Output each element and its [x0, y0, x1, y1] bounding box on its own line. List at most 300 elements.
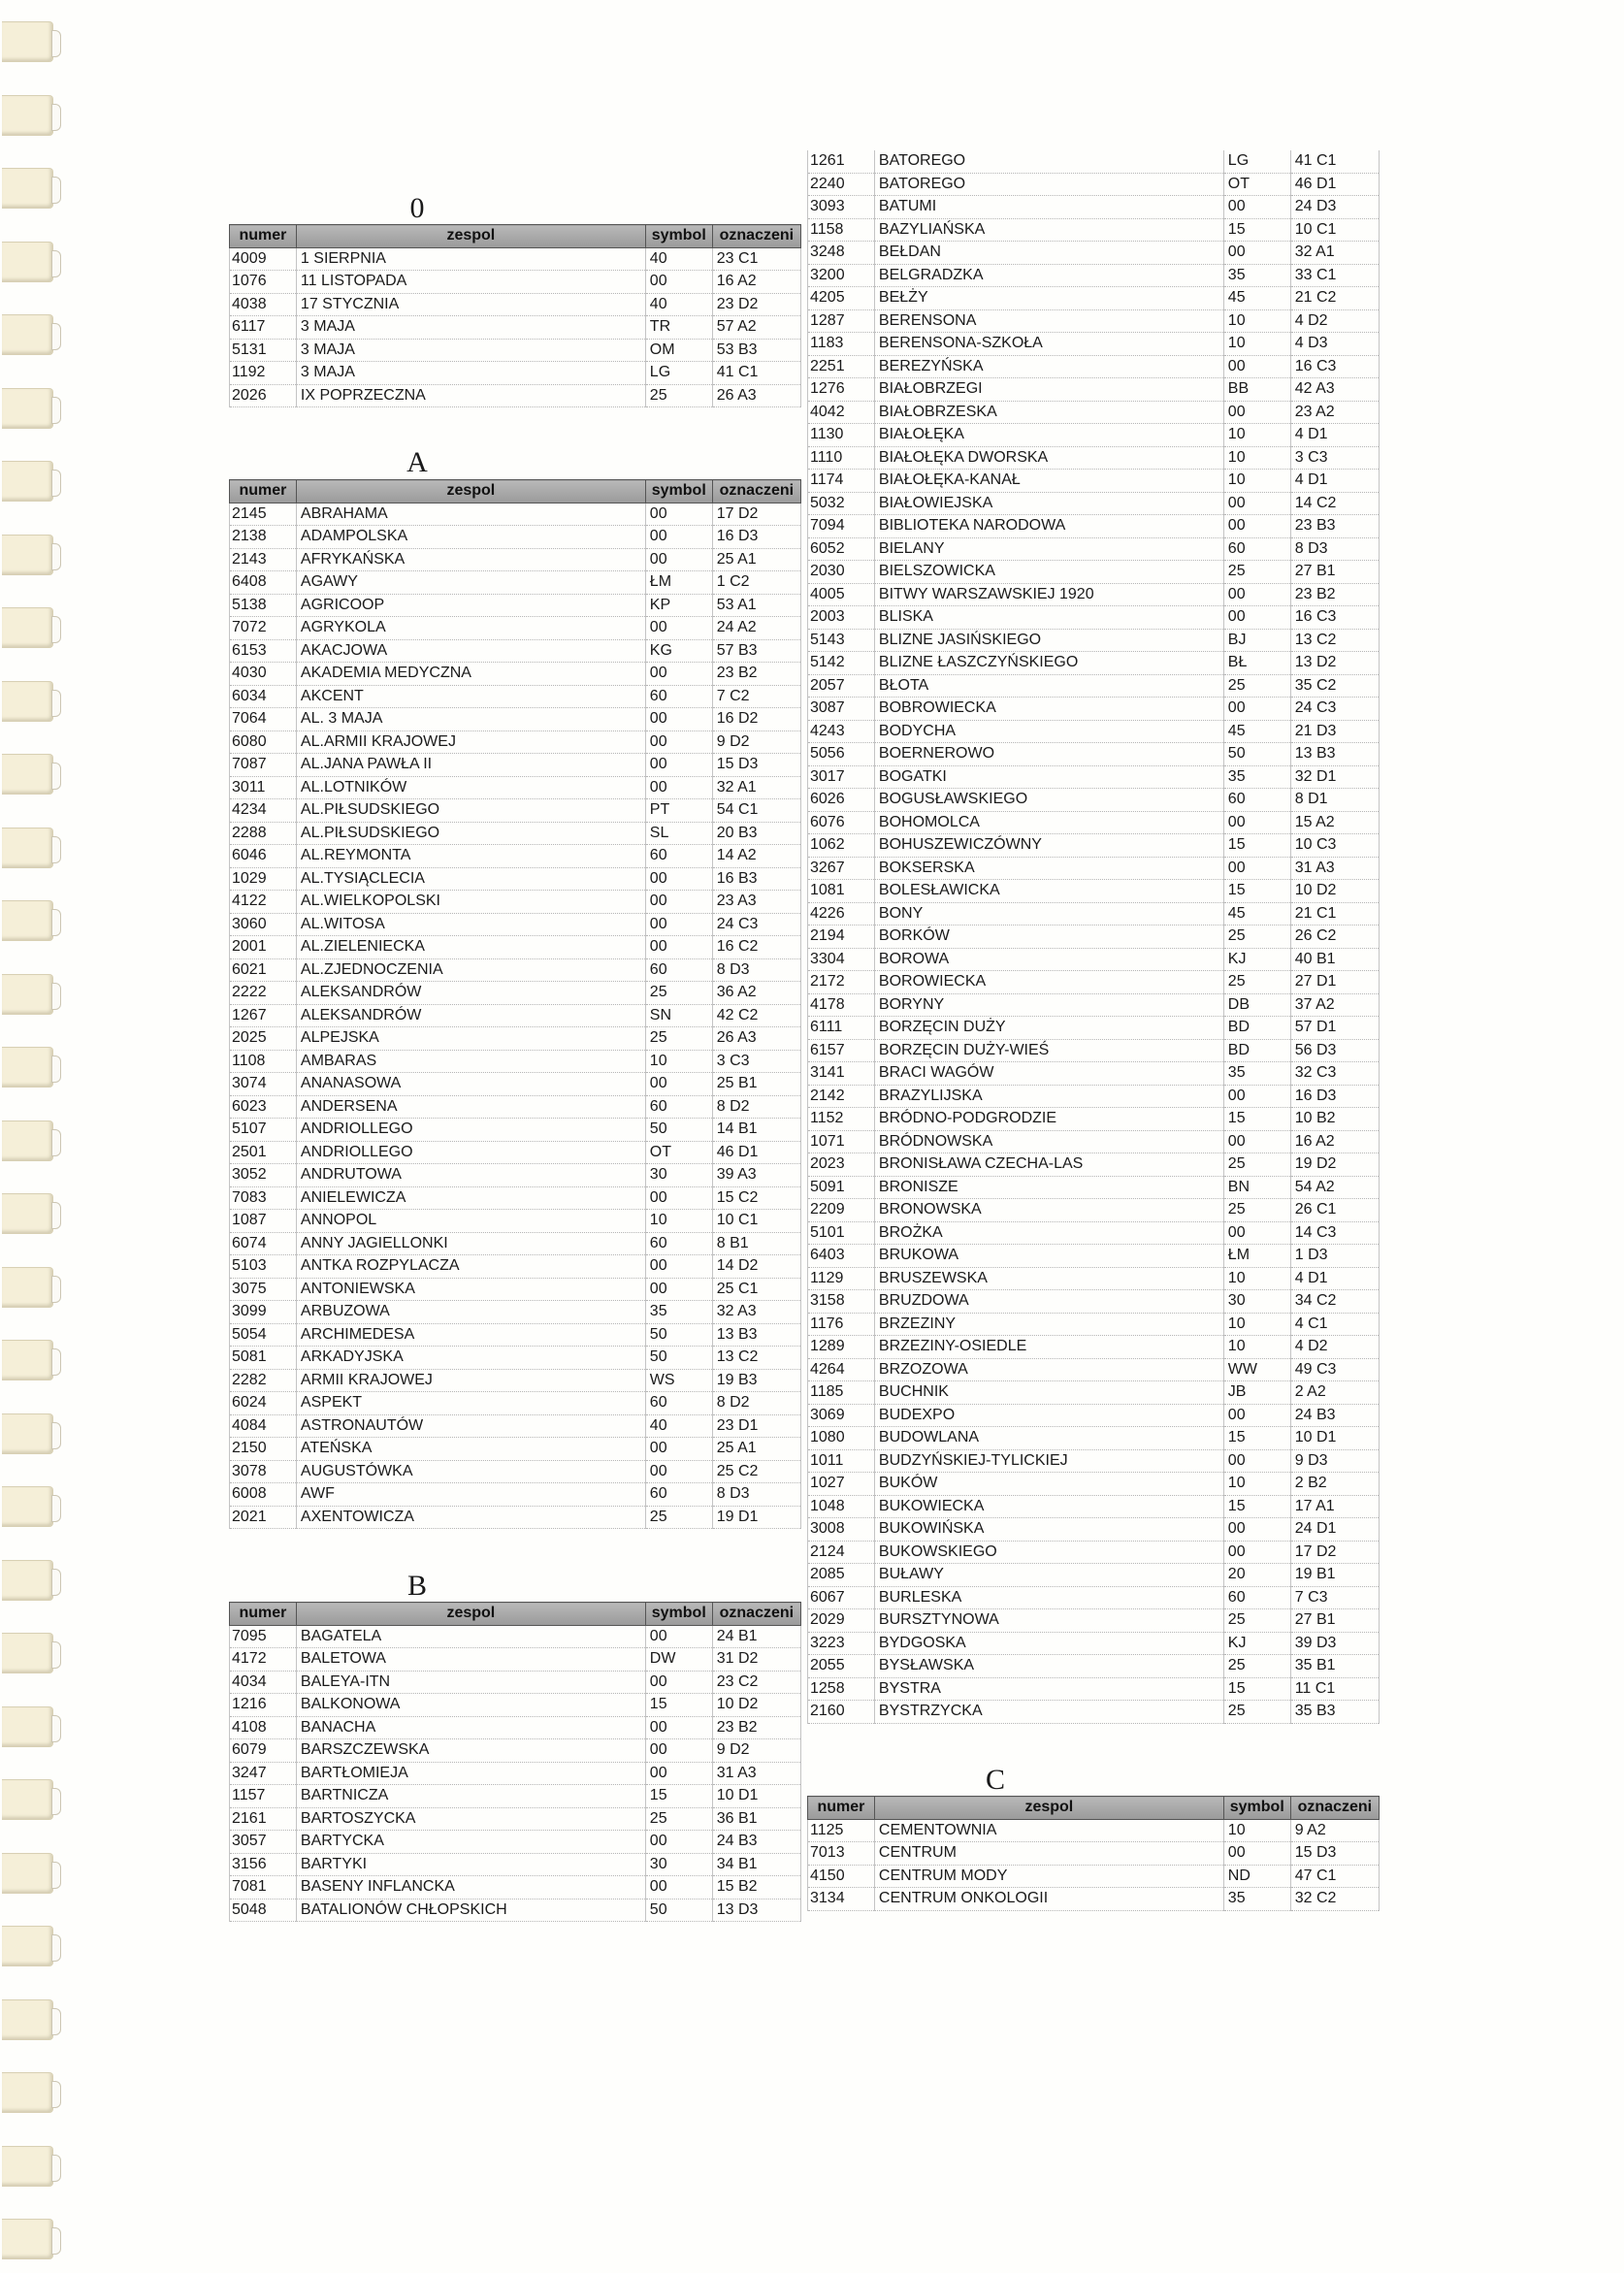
index-table-b: [229, 1602, 801, 1922]
cell-oznaczeni: 27 D1: [1290, 971, 1379, 994]
cell-zespol: AGRICOOP: [296, 594, 645, 617]
cell-zespol: BIELSZOWICKA: [874, 561, 1223, 584]
binding-ring: [2, 1413, 53, 1454]
cell-zespol: AL.ZJEDNOCZENIA: [296, 958, 645, 982]
cell-symbol: 00: [645, 754, 712, 777]
table-row: [230, 685, 801, 708]
cell-symbol: 00: [1223, 583, 1290, 606]
column-header-symbol: symbol: [1223, 1797, 1290, 1820]
cell-numer: 1087: [230, 1210, 297, 1233]
cell-zespol: BIELANY: [874, 537, 1223, 561]
cell-zespol: BUKOWIŃSKA: [874, 1518, 1223, 1542]
cell-oznaczeni: 8 B1: [712, 1232, 800, 1255]
cell-symbol: 00: [645, 503, 712, 526]
cell-zespol: ALPEJSKA: [296, 1027, 645, 1051]
cell-numer: 4178: [808, 993, 875, 1017]
cell-zespol: ANNOPOL: [296, 1210, 645, 1233]
cell-oznaczeni: 46 D1: [1290, 173, 1379, 196]
table-row: [230, 958, 801, 982]
table-row: [230, 1255, 801, 1279]
cell-zespol: BARTŁOMIEJA: [296, 1762, 645, 1785]
cell-zespol: BORKÓW: [874, 925, 1223, 949]
cell-zespol: ARBUZOWA: [296, 1301, 645, 1324]
table-row: [230, 1073, 801, 1096]
cell-oznaczeni: 3 C3: [712, 1050, 800, 1073]
cell-symbol: 25: [1223, 1153, 1290, 1177]
cell-zespol: BORYNY: [874, 993, 1223, 1017]
cell-oznaczeni: 36 B1: [712, 1807, 800, 1831]
cell-symbol: 25: [645, 384, 712, 407]
cell-symbol: 50: [645, 1899, 712, 1922]
cell-zespol: CENTRUM: [874, 1842, 1223, 1866]
table-row: [230, 1438, 801, 1461]
cell-oznaczeni: 23 B2: [712, 663, 800, 686]
cell-numer: 5107: [230, 1119, 297, 1142]
binding-ring: [2, 1779, 53, 1820]
cell-zespol: BOLESŁAWICKA: [874, 880, 1223, 903]
cell-numer: 2160: [808, 1701, 875, 1724]
cell-oznaczeni: 24 D3: [1290, 196, 1379, 219]
cell-oznaczeni: 15 B2: [712, 1876, 800, 1900]
cell-numer: 2150: [230, 1438, 297, 1461]
cell-zespol: BIBLIOTEKA NARODOWA: [874, 515, 1223, 538]
cell-oznaczeni: 16 A2: [712, 271, 800, 294]
cell-zespol: AKCENT: [296, 685, 645, 708]
cell-symbol: 00: [645, 271, 712, 294]
cell-symbol: 45: [1223, 720, 1290, 743]
cell-numer: 6034: [230, 685, 297, 708]
cell-zespol: BRONOWSKA: [874, 1199, 1223, 1222]
table-row: [808, 811, 1380, 834]
binding-ring: [2, 535, 53, 575]
cell-oznaczeni: 14 C2: [1290, 492, 1379, 515]
table-row: [230, 1323, 801, 1347]
cell-oznaczeni: 13 D3: [712, 1899, 800, 1922]
cell-numer: 3247: [230, 1762, 297, 1785]
cell-symbol: 25: [1223, 561, 1290, 584]
cell-symbol: 00: [1223, 401, 1290, 424]
cell-zespol: ARMII KRAJOWEJ: [296, 1369, 645, 1392]
cell-symbol: 00: [1223, 492, 1290, 515]
cell-symbol: 00: [645, 617, 712, 640]
cell-symbol: OT: [645, 1141, 712, 1164]
table-row: [808, 1039, 1380, 1062]
cell-numer: 6080: [230, 731, 297, 754]
cell-symbol: 35: [645, 1301, 712, 1324]
cell-zespol: BRÓDNOWSKA: [874, 1130, 1223, 1153]
cell-numer: 3017: [808, 765, 875, 789]
cell-symbol: KP: [645, 594, 712, 617]
table-row: [230, 1506, 801, 1529]
cell-symbol: 30: [645, 1853, 712, 1876]
cell-zespol: AKADEMIA MEDYCZNA: [296, 663, 645, 686]
table-row: [230, 339, 801, 362]
table-row: [230, 776, 801, 799]
cell-symbol: KJ: [1223, 1632, 1290, 1655]
cell-zespol: BROŻKA: [874, 1221, 1223, 1245]
cell-numer: 6117: [230, 316, 297, 340]
cell-oznaczeni: 32 A1: [712, 776, 800, 799]
cell-zespol: AL.ZIELENIECKA: [296, 936, 645, 959]
cell-zespol: ANDRIOLLEGO: [296, 1141, 645, 1164]
cell-oznaczeni: 16 D2: [712, 708, 800, 731]
table-row: [808, 629, 1380, 652]
cell-zespol: ANTONIEWSKA: [296, 1278, 645, 1301]
cell-oznaczeni: 57 D1: [1290, 1017, 1379, 1040]
cell-numer: 5143: [808, 629, 875, 652]
table-row: [808, 1153, 1380, 1177]
cell-symbol: OM: [645, 339, 712, 362]
cell-oznaczeni: 15 D3: [712, 754, 800, 777]
cell-numer: 3093: [808, 196, 875, 219]
cell-symbol: 35: [1223, 264, 1290, 287]
cell-numer: 6111: [808, 1017, 875, 1040]
cell-numer: 2055: [808, 1655, 875, 1678]
binding-ring: [2, 314, 53, 355]
cell-zespol: BANACHA: [296, 1716, 645, 1739]
cell-numer: 1071: [808, 1130, 875, 1153]
table-row: [230, 845, 801, 868]
cell-symbol: 10: [645, 1050, 712, 1073]
table-row: [230, 1301, 801, 1324]
cell-symbol: BJ: [1223, 629, 1290, 652]
table-row: [808, 1701, 1380, 1724]
cell-zespol: BOERNEROWO: [874, 743, 1223, 766]
table-row: [808, 1381, 1380, 1405]
table-row: [808, 401, 1380, 424]
cell-oznaczeni: 21 C1: [1290, 902, 1379, 925]
table-row: [808, 698, 1380, 721]
cell-symbol: 00: [645, 891, 712, 914]
cell-oznaczeni: 41 C1: [1290, 150, 1379, 173]
cell-symbol: 00: [645, 776, 712, 799]
cell-symbol: 35: [1223, 1062, 1290, 1086]
cell-numer: 6046: [230, 845, 297, 868]
cell-numer: 1157: [230, 1785, 297, 1808]
table-row: [230, 1232, 801, 1255]
cell-symbol: 15: [645, 1785, 712, 1808]
cell-zespol: ASTRONAUTÓW: [296, 1414, 645, 1438]
index-table-a: [229, 479, 801, 1529]
cell-zespol: 17 STYCZNIA: [296, 293, 645, 316]
cell-oznaczeni: 23 B2: [1290, 583, 1379, 606]
cell-symbol: 15: [1223, 218, 1290, 242]
cell-zespol: BURSZTYNOWA: [874, 1609, 1223, 1633]
binding-ring: [2, 21, 53, 62]
cell-oznaczeni: 25 C2: [712, 1460, 800, 1483]
cell-numer: 1267: [230, 1004, 297, 1027]
column-header-numer: numer: [230, 225, 297, 248]
cell-zespol: BARTYCKA: [296, 1831, 645, 1854]
cell-zespol: ABRAHAMA: [296, 503, 645, 526]
cell-numer: 2282: [230, 1369, 297, 1392]
cell-symbol: 15: [1223, 880, 1290, 903]
cell-numer: 3134: [808, 1888, 875, 1911]
cell-zespol: ARKADYJSKA: [296, 1347, 645, 1370]
cell-numer: 3099: [230, 1301, 297, 1324]
table-row: [808, 765, 1380, 789]
cell-zespol: AL. 3 MAJA: [296, 708, 645, 731]
cell-oznaczeni: 32 D1: [1290, 765, 1379, 789]
cell-numer: 7013: [808, 1842, 875, 1866]
cell-numer: 1029: [230, 867, 297, 891]
cell-numer: 1108: [230, 1050, 297, 1073]
cell-zespol: 1 SIERPNIA: [296, 247, 645, 271]
cell-oznaczeni: 23 C2: [712, 1671, 800, 1694]
cell-oznaczeni: 57 A2: [712, 316, 800, 340]
cell-symbol: 10: [1223, 309, 1290, 333]
cell-oznaczeni: 26 C2: [1290, 925, 1379, 949]
cell-numer: 2124: [808, 1541, 875, 1564]
cell-symbol: 25: [645, 982, 712, 1005]
table-row: [808, 1245, 1380, 1268]
cell-oznaczeni: 9 D2: [712, 731, 800, 754]
cell-zespol: AFRYKAŃSKA: [296, 548, 645, 571]
cell-numer: 3158: [808, 1290, 875, 1314]
cell-oznaczeni: 54 C1: [712, 799, 800, 823]
table-row: [808, 173, 1380, 196]
cell-numer: 1192: [230, 362, 297, 385]
cell-numer: 3200: [808, 264, 875, 287]
cell-numer: 2142: [808, 1085, 875, 1108]
cell-symbol: 25: [1223, 1655, 1290, 1678]
table-row: [230, 594, 801, 617]
cell-numer: 3248: [808, 242, 875, 265]
cell-zespol: BIAŁOBRZESKA: [874, 401, 1223, 424]
table-row: [808, 857, 1380, 880]
table-row: [230, 1004, 801, 1027]
cell-zespol: BUKOWSKIEGO: [874, 1541, 1223, 1564]
table-row: [808, 1336, 1380, 1359]
cell-numer: 3011: [230, 776, 297, 799]
cell-numer: 4042: [808, 401, 875, 424]
cell-oznaczeni: 54 A2: [1290, 1176, 1379, 1199]
column-header-numer: numer: [230, 480, 297, 503]
cell-numer: 2194: [808, 925, 875, 949]
cell-zespol: ANDRUTOWA: [296, 1164, 645, 1187]
cell-zespol: BOHOMOLCA: [874, 811, 1223, 834]
cell-oznaczeni: 4 D1: [1290, 424, 1379, 447]
cell-symbol: 10: [1223, 470, 1290, 493]
cell-symbol: 25: [1223, 925, 1290, 949]
cell-zespol: 3 MAJA: [296, 316, 645, 340]
table-row: [230, 1899, 801, 1922]
cell-numer: 5101: [808, 1221, 875, 1245]
binding-ring: [2, 900, 53, 941]
cell-numer: 4034: [230, 1671, 297, 1694]
cell-oznaczeni: 23 B2: [712, 1716, 800, 1739]
cell-symbol: 15: [645, 1694, 712, 1717]
cell-oznaczeni: 56 D3: [1290, 1039, 1379, 1062]
cell-symbol: 00: [645, 1073, 712, 1096]
table-row: [808, 1176, 1380, 1199]
cell-symbol: 35: [1223, 765, 1290, 789]
cell-numer: 7087: [230, 754, 297, 777]
cell-zespol: CENTRUM MODY: [874, 1865, 1223, 1888]
cell-symbol: 30: [1223, 1290, 1290, 1314]
cell-numer: 6074: [230, 1232, 297, 1255]
binding-ring: [2, 242, 53, 282]
table-row: [230, 913, 801, 936]
cell-symbol: 00: [645, 936, 712, 959]
cell-numer: 6008: [230, 1483, 297, 1507]
cell-oznaczeni: 2 B2: [1290, 1473, 1379, 1496]
cell-oznaczeni: 10 C1: [1290, 218, 1379, 242]
binding-ring: [2, 461, 53, 502]
cell-oznaczeni: 23 B3: [1290, 515, 1379, 538]
cell-oznaczeni: 13 C2: [1290, 629, 1379, 652]
cell-oznaczeni: 41 C1: [712, 362, 800, 385]
table-row: [230, 731, 801, 754]
cell-symbol: 20: [1223, 1564, 1290, 1587]
cell-numer: 1176: [808, 1313, 875, 1336]
cell-zespol: AXENTOWICZA: [296, 1506, 645, 1529]
cell-zespol: ANDERSENA: [296, 1095, 645, 1119]
cell-symbol: 10: [645, 1210, 712, 1233]
table-row: [808, 1017, 1380, 1040]
table-header-row: [230, 225, 801, 248]
cell-numer: 6153: [230, 639, 297, 663]
table-row: [230, 867, 801, 891]
cell-symbol: 00: [1223, 1541, 1290, 1564]
cell-zespol: BRONISŁAWA CZECHA-LAS: [874, 1153, 1223, 1177]
cell-oznaczeni: 24 C3: [712, 913, 800, 936]
cell-zespol: AL.PIŁSUDSKIEGO: [296, 799, 645, 823]
cell-symbol: 00: [1223, 1449, 1290, 1473]
table-row: [230, 1739, 801, 1763]
cell-symbol: 00: [1223, 857, 1290, 880]
cell-symbol: LG: [1223, 150, 1290, 173]
binding-ring: [2, 1926, 53, 1966]
table-row: [808, 1842, 1380, 1866]
binding-ring: [2, 1486, 53, 1527]
cell-oznaczeni: 24 A2: [712, 617, 800, 640]
cell-numer: 2145: [230, 503, 297, 526]
cell-oznaczeni: 24 C3: [1290, 698, 1379, 721]
cell-numer: 6079: [230, 1739, 297, 1763]
cell-oznaczeni: 7 C3: [1290, 1586, 1379, 1609]
cell-symbol: 00: [1223, 606, 1290, 630]
cell-symbol: 60: [1223, 537, 1290, 561]
cell-symbol: 60: [645, 1483, 712, 1507]
cell-symbol: 00: [645, 1438, 712, 1461]
table-row: [808, 1404, 1380, 1427]
cell-symbol: WW: [1223, 1358, 1290, 1381]
cell-symbol: 60: [1223, 1586, 1290, 1609]
table-row: [230, 1050, 801, 1073]
cell-oznaczeni: 8 D3: [712, 958, 800, 982]
cell-numer: 3074: [230, 1073, 297, 1096]
table-row: [808, 1495, 1380, 1518]
cell-numer: 3075: [230, 1278, 297, 1301]
cell-symbol: 00: [1223, 515, 1290, 538]
table-row: [808, 561, 1380, 584]
binding-ring: [2, 1560, 53, 1601]
cell-oznaczeni: 21 C2: [1290, 287, 1379, 310]
cell-zespol: ARCHIMEDESA: [296, 1323, 645, 1347]
binding-ring: [2, 1999, 53, 2040]
table-row: [808, 1632, 1380, 1655]
table-row: [230, 1414, 801, 1438]
table-row: [230, 548, 801, 571]
cell-zespol: BLIZNE JASIŃSKIEGO: [874, 629, 1223, 652]
cell-zespol: BARTNICZA: [296, 1785, 645, 1808]
table-row: [808, 309, 1380, 333]
cell-zespol: BIAŁOŁĘKA: [874, 424, 1223, 447]
cell-zespol: BUDZYŃSKIEJ-TYLICKIEJ: [874, 1449, 1223, 1473]
table-row: [808, 1267, 1380, 1290]
cell-oznaczeni: 10 C3: [1290, 834, 1379, 858]
cell-symbol: 00: [645, 526, 712, 549]
table-row: [808, 218, 1380, 242]
cell-symbol: 35: [1223, 1888, 1290, 1911]
table-row: [230, 1716, 801, 1739]
table-row: [808, 1819, 1380, 1842]
table-row: [808, 1564, 1380, 1587]
cell-numer: 5138: [230, 594, 297, 617]
cell-zespol: BIAŁOWIEJSKA: [874, 492, 1223, 515]
cell-zespol: AWF: [296, 1483, 645, 1507]
cell-zespol: BUKÓW: [874, 1473, 1223, 1496]
table-row: [230, 1625, 801, 1648]
cell-symbol: 50: [1223, 743, 1290, 766]
cell-symbol: 40: [645, 1414, 712, 1438]
cell-symbol: 00: [1223, 1518, 1290, 1542]
cell-zespol: BALETOWA: [296, 1648, 645, 1672]
cell-numer: 3156: [230, 1853, 297, 1876]
cell-symbol: ND: [1223, 1865, 1290, 1888]
binding-ring: [2, 1706, 53, 1747]
cell-oznaczeni: 7 C2: [712, 685, 800, 708]
cell-zespol: BORZĘCIN DUŻY-WIEŚ: [874, 1039, 1223, 1062]
cell-oznaczeni: 31 A3: [1290, 857, 1379, 880]
cell-zespol: BRACI WAGÓW: [874, 1062, 1223, 1086]
cell-oznaczeni: 19 B3: [712, 1369, 800, 1392]
table-row: [808, 1427, 1380, 1450]
cell-symbol: 25: [1223, 1701, 1290, 1724]
cell-oznaczeni: 24 B3: [712, 1831, 800, 1854]
cell-zespol: BALKONOWA: [296, 1694, 645, 1717]
table-row: [230, 293, 801, 316]
table-row: [808, 1541, 1380, 1564]
cell-numer: 1276: [808, 378, 875, 402]
cell-oznaczeni: 23 A2: [1290, 401, 1379, 424]
cell-numer: 4243: [808, 720, 875, 743]
cell-zespol: BATALIONÓW CHŁOPSKICH: [296, 1899, 645, 1922]
cell-oznaczeni: 10 D2: [1290, 880, 1379, 903]
column-header-zespol: zespol: [296, 480, 645, 503]
cell-numer: 3087: [808, 698, 875, 721]
table-row: [808, 902, 1380, 925]
binding-ring: [2, 2072, 53, 2113]
cell-oznaczeni: 17 D2: [1290, 1541, 1379, 1564]
table-row: [808, 470, 1380, 493]
cell-oznaczeni: 9 D2: [712, 1739, 800, 1763]
cell-zespol: AL.LOTNIKÓW: [296, 776, 645, 799]
cell-symbol: BB: [1223, 378, 1290, 402]
table-row: [230, 1186, 801, 1210]
column-header-oznaczeni: oznaczeni: [712, 1603, 800, 1626]
cell-zespol: BARTOSZYCKA: [296, 1807, 645, 1831]
cell-oznaczeni: 16 D3: [712, 526, 800, 549]
table-row: [230, 1210, 801, 1233]
cell-numer: 3057: [230, 1831, 297, 1854]
cell-symbol: SL: [645, 822, 712, 845]
cell-numer: 1183: [808, 333, 875, 356]
table-row: [230, 822, 801, 845]
cell-zespol: BURLESKA: [874, 1586, 1223, 1609]
cell-zespol: BAGATELA: [296, 1625, 645, 1648]
